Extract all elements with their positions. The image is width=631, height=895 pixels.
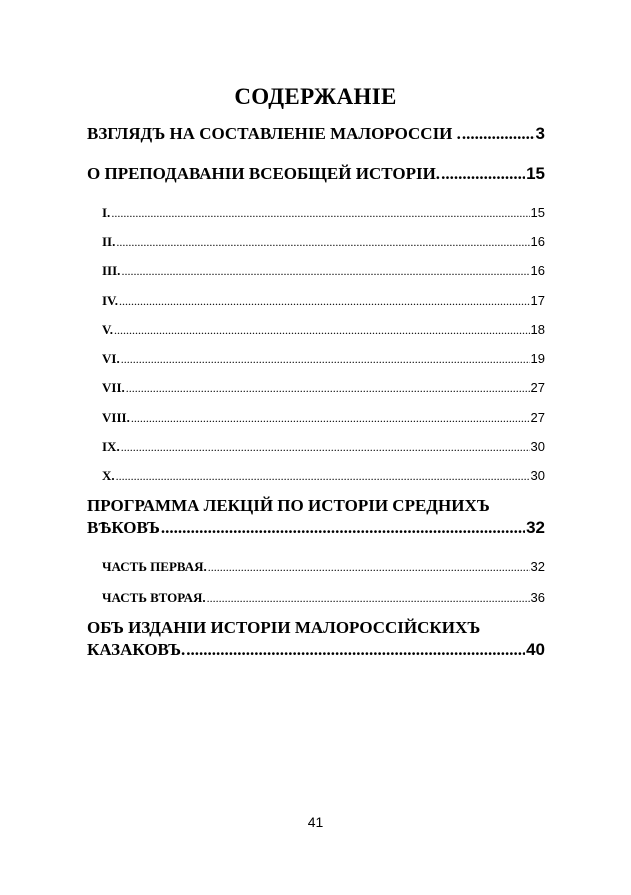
toc-entry-page: 32 — [530, 559, 545, 574]
toc-entry-page: 15 — [530, 205, 545, 220]
leader-dots — [441, 164, 525, 184]
toc-entry-page: 40 — [526, 640, 545, 659]
toc-entry-edition-line1: ОБЪ ИЗДАНІИ ИСТОРІИ МАЛОРОССІЙСКИХЪ — [87, 618, 481, 637]
leader-dots — [462, 124, 535, 144]
toc-entry-label: ЧАСТЬ ПЕРВАЯ. — [102, 559, 207, 574]
toc-entry-teaching — [87, 164, 545, 184]
toc-subentry — [102, 293, 545, 309]
toc-entry-label: VI. — [102, 351, 120, 366]
toc-subentry — [102, 322, 545, 338]
toc-subentry — [102, 590, 545, 606]
toc-title: СОДЕРЖАНІЕ — [234, 84, 397, 109]
toc-entry-page: 16 — [530, 263, 545, 278]
leader-dots — [121, 264, 529, 279]
leader-dots — [131, 411, 530, 426]
leader-dots — [126, 381, 530, 396]
toc-entry-label: VIII. — [102, 410, 130, 425]
leader-dots — [208, 560, 530, 575]
toc-entry-label: О ПРЕПОДАВАНІИ ВСЕОБЩЕЙ ИСТОРІИ. — [87, 164, 441, 183]
toc-entry-programme — [87, 518, 545, 538]
leader-dots — [207, 591, 530, 606]
leader-dots — [121, 440, 530, 455]
toc-entry-label: IV. — [102, 293, 119, 308]
toc-subentry — [102, 410, 545, 426]
leader-dots — [186, 640, 525, 660]
toc-entry-label: КАЗАКОВЪ. — [87, 640, 186, 659]
toc-entry-page: 17 — [530, 293, 545, 308]
toc-entry-page: 27 — [530, 410, 545, 425]
leader-dots — [121, 352, 530, 367]
leader-dots — [116, 235, 529, 250]
toc-entry-page: 18 — [530, 322, 545, 337]
leader-dots — [114, 323, 530, 338]
page-number: 41 — [307, 814, 324, 830]
toc-entry-label: VII. — [102, 380, 125, 395]
leader-dots — [111, 206, 529, 221]
toc-entry-page: 19 — [530, 351, 545, 366]
toc-entry-page: 32 — [526, 518, 545, 537]
toc-entry-label: III. — [102, 263, 121, 278]
toc-subentry — [102, 263, 545, 279]
toc-entry-label: ЧАСТЬ ВТОРАЯ. — [102, 590, 206, 605]
leader-dots — [119, 294, 530, 309]
toc-entry-page: 30 — [530, 439, 545, 454]
toc-subentry — [102, 234, 545, 250]
toc-entry-programme-line1: ПРОГРАММА ЛЕКЦІЙ ПО ИСТОРІИ СРЕДНИХЪ — [87, 496, 490, 515]
toc-entry-page: 15 — [526, 164, 545, 183]
toc-subentry — [102, 380, 545, 396]
toc-entry-label: ВЗГЛЯДЪ НА СОСТАВЛЕНІЕ МАЛОРОССІИ . — [87, 124, 461, 143]
toc-entry-label: V. — [102, 322, 113, 337]
toc-entry-page: 3 — [535, 124, 545, 143]
toc-entry-label: X. — [102, 468, 115, 483]
toc-entry-label: IX. — [102, 439, 120, 454]
toc-entry-label: I. — [102, 205, 111, 220]
toc-entry-page: 27 — [530, 380, 545, 395]
toc-entry-page: 36 — [530, 590, 545, 605]
toc-subentry — [102, 351, 545, 367]
toc-entry-intro — [87, 124, 545, 144]
toc-entry-page: 16 — [530, 234, 545, 249]
toc-entry-page: 30 — [530, 468, 545, 483]
toc-entry-label: II. — [102, 234, 116, 249]
toc-subentry — [102, 559, 545, 575]
toc-subentry — [102, 468, 545, 484]
toc-subentry — [102, 205, 545, 221]
leader-dots — [116, 469, 530, 484]
toc-entry-edition — [87, 640, 545, 660]
toc-subentry — [102, 439, 545, 455]
leader-dots — [161, 518, 525, 538]
toc-entry-label: ВѢКОВЪ — [87, 518, 160, 537]
